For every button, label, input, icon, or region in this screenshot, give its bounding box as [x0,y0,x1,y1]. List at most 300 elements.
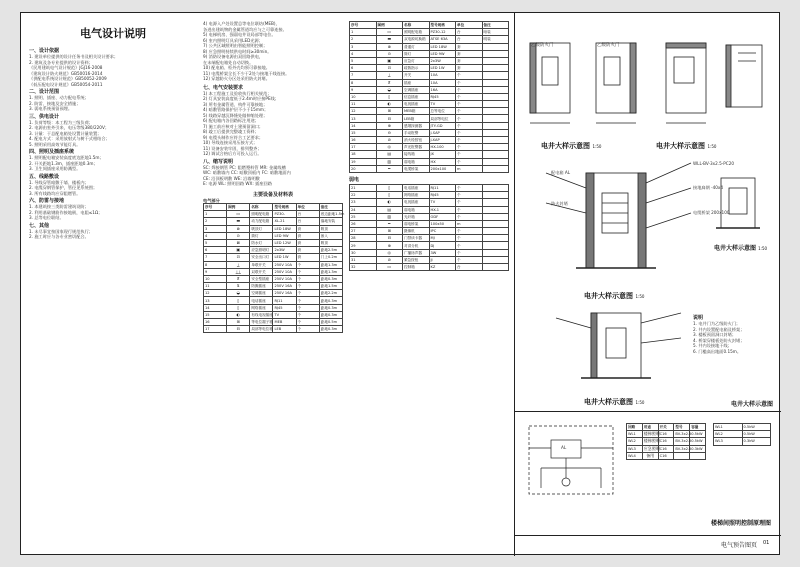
door-label-2: 乙级防火门 [597,43,620,48]
table-cell: 6 [204,247,227,254]
table-row [204,319,343,326]
page-number: 01 [763,540,770,546]
table-cell [482,72,509,79]
table-cell: 22 [350,192,377,199]
notes-line: 在末端配电箱处自动切换。 [203,59,254,65]
control-box-label: AL [561,445,567,450]
notes-line: 《民用建筑电气设计规范》JGJ16-2008 [29,65,103,70]
material-table-title: 主要设备及材料表 [252,191,293,198]
table-cell: MEB [273,319,296,326]
shaft-plan-3 [666,43,706,123]
detail-notes [693,313,775,354]
table-header-cell: 单位 [296,204,319,211]
table-cell: 弱电箱 [403,206,430,213]
table-cell: 电缆桥架 [403,165,430,172]
table-cell [482,228,509,235]
control-diagram [521,418,621,503]
table-row [627,445,706,452]
abbr-line: CE: 沿顶板明敷 WE: 沿墙明敷 [203,175,260,181]
symbol-icon: ◒ [376,86,403,93]
table-cell: 14 [204,304,227,311]
table-header-cell: 型号规格 [429,22,456,29]
table-cell: J-XAP [429,137,456,144]
table-cell: 17 [204,326,227,333]
notes-line: 4) 暗敷管路保护层不小于15mm； [203,107,269,112]
table-cell: RJ45 [273,304,296,311]
symbol-icon: ⊡ [227,254,250,261]
table-cell: 13 [204,297,227,304]
table-cell: 15 [204,311,227,318]
notes-heading: 四、照明及插座系统 [29,149,75,155]
table-cell: 23 [350,199,377,206]
table-cell: 个 [296,319,319,326]
table-cell: 个 [456,242,483,249]
table-cell: 嵌入 [319,232,342,239]
table-cell: JJ [429,256,456,263]
table-cell: 16 [204,319,227,326]
detail-caption-main [584,291,644,301]
table-cell: RJ11 [429,184,456,191]
table-header-cell: 序号 [350,22,377,29]
symbol-icon: ⊻ [227,283,250,290]
table-cell: 等电位端子箱 [251,320,273,325]
symbol-icon: ▯ [376,184,403,191]
symbol-icon: ⊞ [376,228,403,235]
table-cell: 17 [350,144,377,151]
table-cell: 7 [204,254,227,261]
notes-line: 1. 未尽事宜按国家现行规范执行； [29,228,93,234]
table-cell: 31 [350,256,377,263]
symbol-icon: ⊞ [376,108,403,115]
table-header-cell: 备注 [319,204,342,211]
table-cell: 明装 [482,36,509,43]
table-cell: BV-3x2.5 [675,432,692,437]
table-cell: 个 [456,206,483,213]
drawing-sheet [20,12,780,555]
table-cell: 14 [350,122,377,129]
notes-line: 9) 消防设备电源由双回路供电， [203,54,264,59]
notes-line: 2. 建筑及各专业提供的设计资料； [29,59,93,65]
table-row [350,242,509,249]
table-cell: 双联开关 [250,268,273,275]
section-heading: 七、电气安装要求 [203,84,244,91]
table-cell: 12 [204,290,227,297]
table-cell: HX-1 [429,206,456,213]
table-cell: 个 [296,268,319,275]
abbr-title: 八、缩写说明 [203,158,234,165]
table-header-cell: 回路 [627,424,643,431]
detail-note-line: 2. 井内设置配电箱及桥架； [693,326,745,332]
table-cell: 应急照明灯 [250,247,273,254]
table-cell: LED 1W [429,65,456,72]
shaft-plan-4 [726,45,762,107]
table-cell: 27 [350,228,377,235]
table-cell [482,235,509,242]
table-row [350,158,509,165]
table-cell: 吸顶 [319,239,342,246]
control-table-side [713,423,771,446]
shaft-section-lower [556,313,681,378]
table-cell: 对讲分机 [403,242,430,249]
table-row [204,268,343,275]
table-cell: 个 [456,93,483,100]
table-cell: 18 [350,151,377,158]
table-cell: 个 [296,297,319,304]
symbol-icon: ⊕ [376,122,403,129]
table-cell: 6 [350,65,377,72]
notes-line: 11) 电缆桥架全长不少于2处与接地干线连接。 [203,70,290,76]
table-cell [482,50,509,57]
table-row [204,304,343,311]
table-row [204,275,343,282]
table-cell: 2 [204,218,227,225]
table-cell: 个 [296,283,319,290]
detail-scale-right: 1:50 [758,246,768,251]
table-cell: 空调插座 [403,86,430,93]
symbol-icon: 应急照明 [643,445,660,451]
table-row [350,43,509,50]
table-cell: LED 18W [273,225,296,232]
table-cell: 11 [204,283,227,290]
half-divider [514,13,515,556]
control-table [626,423,706,460]
detail-callout: 电缆桥架 200x100 [693,210,730,215]
notes-heading: 一、设计依据 [29,48,60,54]
table-cell: 3W [429,249,456,256]
table-cell: 距地0.5m [319,319,342,326]
notes-line: 8) 应急照明持续供电时间≥30min。 [203,48,272,54]
table-row [350,144,509,151]
table-cell: PZ30- [273,211,296,218]
table-cell [482,101,509,108]
table-cell: 26 [350,220,377,227]
symbol-icon: ▤ [376,206,403,213]
table-cell: 16A [429,86,456,93]
table-row [627,438,706,445]
table-header-cell: 用途 [642,424,658,431]
table-row [350,50,509,57]
table-cell: C16 [658,445,674,452]
side-cell: 0.5kW [742,431,771,438]
table-cell: 电视插座 [403,101,430,108]
detail-notes-title: 说明 [693,315,704,321]
material-table [203,203,343,333]
notes-line: 7) 公共区域照明由智能照明控制； [203,43,268,48]
table-row [350,256,509,263]
table-cell: 个 [456,235,483,242]
notes-continued [203,21,343,82]
table-cell: 暗装 [482,29,509,36]
table-row [350,65,509,72]
detail-caption-2 [656,141,716,151]
notes-line: 10) 配电箱、柜外壳均须可靠接地。 [203,65,270,70]
symbol-icon: ⊕ [376,242,403,249]
symbol-icon: 楼梯照明 [643,431,660,437]
footer-line [515,535,781,536]
door-label-1: 乙级防火门 [531,43,554,48]
notes-line: 2. 施工时应与各专业密切配合。 [29,234,89,239]
abbr-line: WC: 暗敷墙内 CC: 暗敷顶板内 FC: 暗敷地面内 [203,170,291,175]
table-cell: 个 [456,108,483,115]
table-row [204,254,343,261]
notes-line: 9) 电缆头制作应符合工艺要求； [203,134,264,140]
table-cell: 门禁读卡器 [403,235,430,242]
symbol-icon: ⊼ [376,79,403,86]
notes-line: 各进出建筑物的金属管道均应与之可靠连接。 [203,26,287,32]
table-cell: 1 [350,29,377,36]
table-cell: 28 [350,235,377,242]
symbol-icon: ⊟ [227,326,250,333]
detail-scale-2: 1:50 [707,144,717,149]
table-row [204,261,343,268]
detail-scale-lower: 1:50 [635,400,645,405]
table-cell: 25 [350,213,377,220]
table-cell: 个 [456,72,483,79]
detail-note-line: 5. 井内设接地干线； [693,343,732,348]
table-cell [482,108,509,115]
table-cell: 3 [350,43,377,50]
table-row [204,247,343,254]
table-row [350,213,509,220]
table-cell [482,192,509,199]
symbol-icon: ▯ [227,304,250,311]
table-row [350,57,509,64]
table-cell: 台 [456,264,483,271]
table-cell: 个 [296,311,319,318]
symbol-icon: ⊘ [376,256,403,263]
notes-line: 6) 配电箱内各回路标注用途； [203,118,259,123]
notes-line: 3) 所有金属管道、构件可靠接地； [203,101,268,107]
table-cell: 250V 10A [273,275,296,282]
weak-current-table [349,184,509,271]
table-cell: 250V 16A [273,290,296,297]
symbol-icon: ⊖ [376,129,403,136]
table-cell: 个 [456,184,483,191]
detail-caption-lower-text: 电井大样示意图 [584,398,633,406]
table-cell: 个 [456,79,483,86]
table-cell: 套 [456,57,483,64]
symbol-icon: ◎ [376,144,403,151]
table-cell [482,129,509,136]
table-cell: 距地2.2m [319,290,342,297]
table-cell: 24 [350,206,377,213]
table-cell: 8 [204,261,227,268]
table-cell: 信息插座 [403,93,430,100]
table-cell: 弱电箱 [403,158,430,165]
table-cell: 广播扬声器 [403,249,430,256]
control-side-table [713,423,771,446]
table-cell: 普通灯 [403,43,430,50]
detail-callout: 防火封堵 [551,201,568,206]
notes-line: 11) 设备安装牢固，排列整齐； [203,145,262,151]
table-row [350,165,509,172]
table-cell: 空调插座 [250,290,273,297]
table-row [350,264,509,271]
table-cell: BV-3x2.5 [675,446,692,451]
symbol-icon: ◐ [376,101,403,108]
abbr-line: SC: 焊接钢管 PC: 阻燃塑料管 MR: 金属线槽 [203,164,286,170]
notes-line: 7) 施工前应核对土建预留洞口； [203,123,264,129]
table-cell: 套 [296,225,319,232]
table-cell: WL1 [627,431,643,438]
table-cell: 1 [204,211,227,218]
notes-line: 4) 电源入户处设置总等电位联结(MEB)， [203,21,280,26]
table-cell: 0.3kW [690,445,706,452]
table-row [204,326,343,333]
table-cell: 个 [456,144,483,151]
table-header-row [350,22,509,29]
table-cell [482,57,509,64]
detail-callout: 接地扁钢 -40x4 [693,185,724,190]
table-cell: 筒灯 [250,232,273,239]
symbol-icon: ⊼ [227,275,250,282]
table-row [350,79,509,86]
table-cell: J-SAP [429,129,456,136]
side-cell: WL2 [714,431,743,438]
symbol-icon: ▯ [376,192,403,199]
table-cell: WL4 [627,452,643,459]
table-cell: 局部等电位箱 [251,327,273,332]
notes-line: 1. 照明、插座、动力配电系统； [29,95,89,100]
table-cell: HX-100 [429,144,456,151]
table-header-cell: 型号 [674,424,690,431]
table-cell: 套 [456,43,483,50]
table-cell: 电视插座 [403,199,430,206]
table-cell: 电话插座 [250,297,273,304]
table-cell: 台 [296,211,319,218]
table-cell: 个 [456,86,483,93]
table-cell [482,220,509,227]
table-cell: 21 [350,184,377,191]
table-cell: 插座 [403,79,430,86]
table-cell: MJ [429,235,456,242]
table-cell [482,213,509,220]
table-cell [482,151,509,158]
table-cell [482,264,509,271]
table-cell: 吸顶灯 [250,225,273,232]
table-row [204,211,343,218]
table-cell: 感烟探测器 [403,122,430,129]
notes-line: 2. 防雷、接地及安全措施； [29,100,81,106]
table-row [204,283,343,290]
table-row [350,122,509,129]
table-cell: 疏散指示 [403,65,430,72]
detail-notes-list [693,321,775,354]
notes-column-2 [203,21,343,546]
notes-line: 6) 室内照明灯具采用LED光源； [203,37,263,43]
table-cell: LED 1W [273,254,296,261]
table-cell: 4 [350,50,377,57]
table-cell: 手动报警 [403,129,430,136]
table-cell: 10A [429,72,456,79]
notes-heading: 五、线路敷设 [29,173,60,180]
table-cell [482,93,509,100]
table-cell [482,79,509,86]
symbol-column [349,21,509,546]
table-cell: 光纤箱 [403,213,430,220]
notes-line: 3. 卫生间插座采用防溅型。 [29,166,81,171]
notes-line: 1. 负荷等级：本工程为三级负荷； [29,119,93,125]
symbol-icon: ▭ [376,29,403,36]
symbol-icon: ▯ [227,297,250,304]
notes-heading: 七、其他 [29,222,50,229]
detail-scale-main: 1:50 [635,294,645,299]
table-cell: 9 [204,268,227,275]
symbol-icon: ⟂ [227,261,250,268]
table-cell: 个 [456,228,483,235]
symbol-icon: ⊞ [227,319,250,326]
table-row [204,218,343,225]
detail-caption-lower [584,397,644,407]
notes-line: 5. 照明采用高效节能灯具。 [29,141,81,147]
notes-line: 5) 电梯机房、强弱电井设局部等电位。 [203,32,276,37]
symbol-icon: ▬ [227,218,250,225]
table-cell: 弱电桥架 [403,220,430,227]
table-cell: 32 [350,264,377,271]
notes-line: 5) 线路穿越沉降缝处做伸缩处理； [203,112,268,118]
table-cell: 个 [456,192,483,199]
notes-line: 1. 导线穿管暗敷于墙、楼板内； [29,179,89,185]
table-cell: 台 [456,36,483,43]
table-row [204,297,343,304]
table-cell: 个 [456,137,483,144]
table-cell: m [456,165,483,172]
notes-heading: 二、设计范围 [29,89,60,95]
table-header-cell: 容量 [690,424,706,431]
notes-line: 1. 建设单位提供的设计任务书及相关设计要求； [29,54,119,59]
symbol-icon: ⊟ [376,115,403,122]
table-row [204,239,343,246]
table-row [350,115,509,122]
table-cell: 个 [296,261,319,268]
table-cell: 距地1.3m [319,261,342,268]
symbol-icon: ⊡ [376,65,403,72]
table-cell: 2x3W [429,57,456,64]
shaft-plan-2 [596,43,636,123]
table-row [204,311,343,318]
table-cell: WL3 [627,445,643,452]
table-cell: JTY-GD [429,122,456,129]
notes-line: 10) 导线连接采用压接方式； [203,140,258,145]
table-cell: 15 [350,129,377,136]
detail-caption-main-text: 电井大样示意图 [584,292,633,300]
notes-line: 1) 本工程施工及验收执行相关规范； [203,90,272,96]
table-cell [482,86,509,93]
table-cell: 个 [456,249,483,256]
table-cell: 双电源切换箱 [403,36,430,43]
table-cell: 4 [204,232,227,239]
table-cell: 2x3W [273,247,296,254]
symbol-icon: ⊟ [376,235,403,242]
detail-scale-1: 1:50 [592,144,602,149]
symbol-icon: ▭ [227,211,250,218]
table-row [204,225,343,232]
table-cell: LED 9W [429,50,456,57]
table-row [350,249,509,256]
table-cell: 距地2.5m [319,247,342,254]
table-cell: 单联开关 [250,261,273,268]
table-cell: LED 12W [273,239,296,246]
table-cell: 套 [456,65,483,72]
table-cell: HX [429,158,456,165]
symbol-icon: ⊙ [376,50,403,57]
table-cell: 照明配电箱 [403,29,430,36]
table-cell: 照明配电箱 [250,211,273,218]
table-cell [482,199,509,206]
notes-line: 《低压配电设计规范》GB50054-2011 [29,81,103,87]
symbol-table [349,21,509,173]
symbol-icon: ▣ [227,247,250,254]
